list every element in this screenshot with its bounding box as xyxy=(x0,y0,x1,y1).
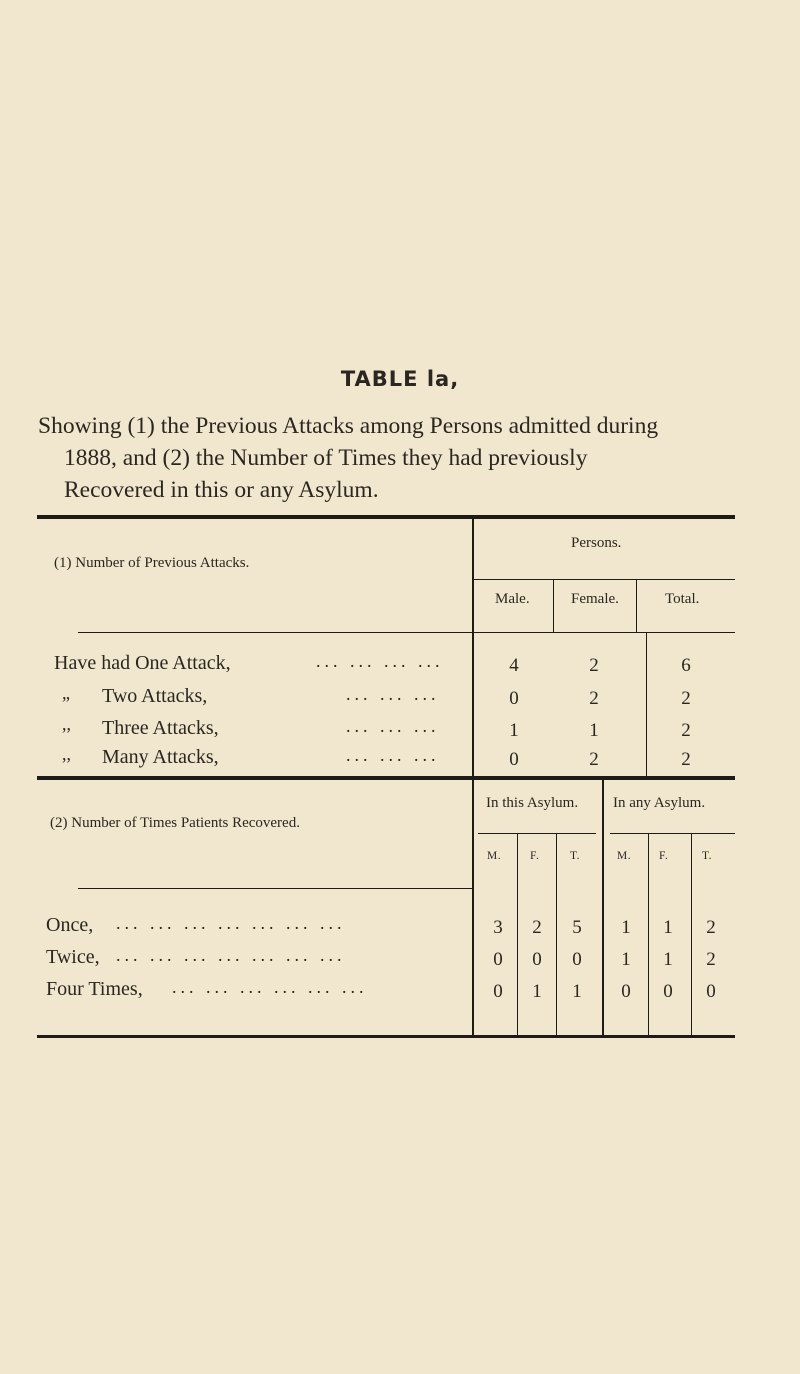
male-value: 0 xyxy=(509,688,519,709)
caption-line-2: 1888, and (2) the Number of Times they had previously xyxy=(64,445,588,471)
ditto-mark: ,, xyxy=(62,714,71,734)
total-value: 2 xyxy=(681,688,691,709)
this-f-value: 2 xyxy=(532,917,542,938)
ditto-mark: „ xyxy=(62,683,70,703)
table2-divider xyxy=(472,780,474,1035)
group-this-asylum: In this Asylum. xyxy=(486,795,579,811)
attack-row-label: Many Attacks, xyxy=(102,746,219,768)
this-f-value: 1 xyxy=(532,981,542,1002)
this-t-value: 1 xyxy=(572,981,582,1002)
table2-group-divider xyxy=(602,780,604,1035)
any-m-value: 1 xyxy=(621,949,631,970)
any-t-value: 0 xyxy=(706,981,716,1002)
attack-row-label: Two Attacks, xyxy=(102,685,208,707)
table1-header-rule-right xyxy=(473,632,735,633)
table1-col-rule-2 xyxy=(636,580,637,633)
leader-dots: ... ... ... xyxy=(346,745,440,765)
any-t-value: 2 xyxy=(706,917,716,938)
any-f-value: 1 xyxy=(663,917,673,938)
this-m-value: 3 xyxy=(493,917,503,938)
col-female: Female. xyxy=(571,591,619,607)
col-male: Male. xyxy=(495,591,530,607)
table2-group-rule-1 xyxy=(478,833,596,834)
table1-row-header: (1) Number of Previous Attacks. xyxy=(54,555,250,571)
leader-dots: ... ... ... xyxy=(346,716,440,736)
attack-row-label: Three Attacks, xyxy=(102,717,219,739)
recovery-row-label: Four Times, xyxy=(46,978,143,1000)
female-value: 2 xyxy=(589,655,599,676)
any-m-value: 0 xyxy=(621,981,631,1002)
table1-top-rule xyxy=(37,515,735,519)
caption-line-3: Recovered in this or any Asylum. xyxy=(64,477,379,503)
any-f-value: 1 xyxy=(663,949,673,970)
table1-col-rule-1 xyxy=(553,580,554,633)
any-f-value: 0 xyxy=(663,981,673,1002)
col-this-m: M. xyxy=(487,850,502,862)
col-this-f: F. xyxy=(530,850,540,862)
female-value: 2 xyxy=(589,749,599,770)
table1-header-rule-left xyxy=(78,632,472,633)
table-caption xyxy=(38,410,758,506)
this-t-value: 5 xyxy=(572,917,582,938)
this-m-value: 0 xyxy=(493,949,503,970)
col-this-t: T. xyxy=(570,850,581,862)
col-any-m: M. xyxy=(617,850,632,862)
leader-dots: ... ... ... ... ... ... ... xyxy=(116,945,346,965)
total-value: 2 xyxy=(681,720,691,741)
female-value: 1 xyxy=(589,720,599,741)
leader-dots: ... ... ... ... ... ... ... xyxy=(116,913,346,933)
female-value: 2 xyxy=(589,688,599,709)
table2-group-rule-2 xyxy=(610,833,735,834)
attack-row-label: Have had One Attack, xyxy=(54,652,231,674)
leader-dots: ... ... ... xyxy=(346,684,440,704)
table1-total-rule xyxy=(646,632,647,776)
table2-header-rule xyxy=(78,888,472,889)
leader-dots: ... ... ... ... xyxy=(316,651,444,671)
this-t-value: 0 xyxy=(572,949,582,970)
total-value: 2 xyxy=(681,749,691,770)
col-total: Total. xyxy=(665,591,700,607)
table2-row-header: (2) Number of Times Patients Recovered. xyxy=(50,815,300,831)
table1-group-rule xyxy=(473,579,735,580)
leader-dots: ... ... ... ... ... ... xyxy=(172,977,368,997)
male-value: 4 xyxy=(509,655,519,676)
any-t-value: 2 xyxy=(706,949,716,970)
ditto-mark: ,, xyxy=(62,744,71,764)
male-value: 1 xyxy=(509,720,519,741)
table1-bottom-rule xyxy=(37,776,735,780)
table2-bottom-rule xyxy=(37,1035,735,1038)
male-value: 0 xyxy=(509,749,519,770)
total-value: 6 xyxy=(681,655,691,676)
recovery-row-label: Once, xyxy=(46,914,94,936)
any-m-value: 1 xyxy=(621,917,631,938)
caption-line-1: Showing (1) the Previous Attacks among Persons admitted during xyxy=(38,413,659,439)
this-m-value: 0 xyxy=(493,981,503,1002)
table1-divider xyxy=(472,519,474,776)
recovery-row-label: Twice, xyxy=(46,946,100,968)
col-any-t: T. xyxy=(702,850,713,862)
table1-group-header: Persons. xyxy=(571,535,622,551)
group-any-asylum: In any Asylum. xyxy=(613,795,706,811)
this-f-value: 0 xyxy=(532,949,542,970)
table-title: TABLE la, xyxy=(340,367,460,391)
col-any-f: F. xyxy=(659,850,669,862)
